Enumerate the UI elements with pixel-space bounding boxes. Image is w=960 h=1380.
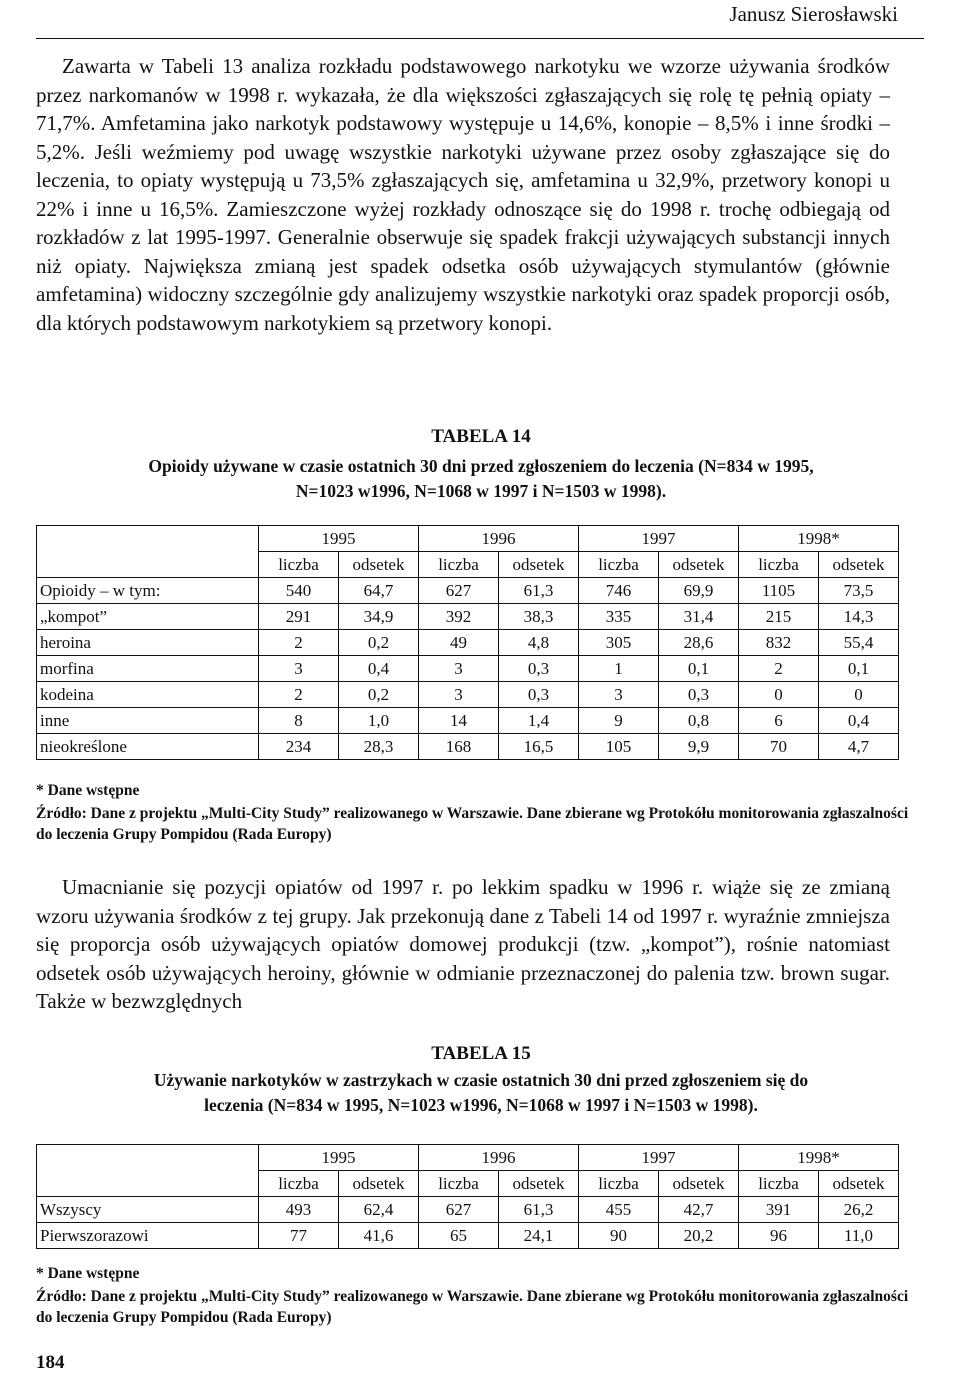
column-header: liczba xyxy=(259,1171,339,1197)
table15-year-1997: 1997 xyxy=(579,1145,739,1171)
table-cell: 69,9 xyxy=(659,578,739,604)
table15-year-row xyxy=(37,1145,899,1171)
table-cell: 0,1 xyxy=(659,656,739,682)
table-cell: 41,6 xyxy=(339,1223,419,1249)
row-label: inne xyxy=(37,708,259,734)
table-cell: 38,3 xyxy=(499,604,579,630)
table-cell: 3 xyxy=(579,682,659,708)
table-cell: 391 xyxy=(739,1197,819,1223)
table-cell: 8 xyxy=(259,708,339,734)
table-cell: 4,7 xyxy=(819,734,899,760)
table-cell: 105 xyxy=(579,734,659,760)
table-row xyxy=(37,734,899,760)
table15-caption-line1: Używanie narkotyków w zastrzykach w czasie ostatnich 30 dni przed zgłoszeniem się do xyxy=(153,1070,809,1090)
running-header-author: Janusz Sierosławski xyxy=(729,2,898,26)
table-cell: 0,2 xyxy=(339,682,419,708)
table-cell: 455 xyxy=(579,1197,659,1223)
table15-title: TABELA 15 xyxy=(431,1043,531,1064)
table-cell: 0,8 xyxy=(659,708,739,734)
table-cell: 3 xyxy=(419,656,499,682)
table-cell: 34,9 xyxy=(339,604,419,630)
row-label: Opioidy – w tym: xyxy=(37,578,259,604)
table14-source: Źródło: Dane z projektu „Multi-City Study” realizowanego w Warszawie. Dane zbierane wg Protokółu monitorowania zgłaszalności do leczenia Grupy Pompidou (Rada Europy) xyxy=(36,805,909,843)
table-cell: 65 xyxy=(419,1223,499,1249)
table-row xyxy=(37,656,899,682)
table14 xyxy=(36,525,899,760)
row-label: nieokreślone xyxy=(37,734,259,760)
table14-year-1998: 1998* xyxy=(739,526,899,552)
table-row xyxy=(37,708,899,734)
table-cell: 26,2 xyxy=(819,1197,899,1223)
table-cell: 493 xyxy=(259,1197,339,1223)
table-cell: 28,6 xyxy=(659,630,739,656)
row-label: Pierwszorazowi xyxy=(37,1223,259,1249)
table15 xyxy=(36,1144,899,1249)
column-header: liczba xyxy=(739,552,819,578)
table-cell: 0,3 xyxy=(659,682,739,708)
table-cell: 2 xyxy=(259,682,339,708)
table-cell: 627 xyxy=(419,1197,499,1223)
table-cell: 31,4 xyxy=(659,604,739,630)
table14-caption-line1: Opioidy używane w czasie ostatnich 30 dni przed zgłoszeniem do leczenia (N=834 w 1995, xyxy=(148,456,814,476)
table-cell: 627 xyxy=(419,578,499,604)
table-cell: 2 xyxy=(259,630,339,656)
table14-body xyxy=(37,578,899,760)
column-header: liczba xyxy=(259,552,339,578)
table-cell: 168 xyxy=(419,734,499,760)
table-cell: 73,5 xyxy=(819,578,899,604)
row-label: morfina xyxy=(37,656,259,682)
table-row xyxy=(37,1197,899,1223)
table-cell: 3 xyxy=(259,656,339,682)
table-cell: 14,3 xyxy=(819,604,899,630)
column-header: odsetek xyxy=(659,552,739,578)
table15-year-1998: 1998* xyxy=(739,1145,899,1171)
row-label: „kompot” xyxy=(37,604,259,630)
page-number: 184 xyxy=(36,1352,65,1373)
table-row xyxy=(37,630,899,656)
table-row xyxy=(37,604,899,630)
row-label: kodeina xyxy=(37,682,259,708)
table-row xyxy=(37,682,899,708)
table-cell: 61,3 xyxy=(499,1197,579,1223)
table15-caption-line2: leczenia (N=834 w 1995, N=1023 w1996, N=1068 w 1997 i N=1503 w 1998). xyxy=(204,1095,758,1115)
table-cell: 9,9 xyxy=(659,734,739,760)
table-cell: 335 xyxy=(579,604,659,630)
table-cell: 4,8 xyxy=(499,630,579,656)
table14-note: * Dane wstępne xyxy=(36,782,140,799)
table-cell: 0,3 xyxy=(499,682,579,708)
table14-year-1996: 1996 xyxy=(419,526,579,552)
table-cell: 64,7 xyxy=(339,578,419,604)
table-cell: 0 xyxy=(819,682,899,708)
table14-caption xyxy=(36,454,926,504)
table-cell: 1 xyxy=(579,656,659,682)
table-cell: 90 xyxy=(579,1223,659,1249)
column-header: odsetek xyxy=(819,1171,899,1197)
table-cell: 28,3 xyxy=(339,734,419,760)
column-header: odsetek xyxy=(339,552,419,578)
table14-year-row xyxy=(37,526,899,552)
column-header: liczba xyxy=(419,1171,499,1197)
table-cell: 96 xyxy=(739,1223,819,1249)
column-header: odsetek xyxy=(339,1171,419,1197)
table-cell: 234 xyxy=(259,734,339,760)
table-cell: 11,0 xyxy=(819,1223,899,1249)
table-cell: 42,7 xyxy=(659,1197,739,1223)
table-cell: 2 xyxy=(739,656,819,682)
header-divider xyxy=(36,38,924,39)
column-header: liczba xyxy=(579,552,659,578)
table-cell: 540 xyxy=(259,578,339,604)
table-cell: 6 xyxy=(739,708,819,734)
column-header: liczba xyxy=(579,1171,659,1197)
table-cell: 16,5 xyxy=(499,734,579,760)
paragraph-2: Umacnianie się pozycji opiatów od 1997 r. po lekkim spadku w 1996 r. wiąże się ze zmianą wzoru używania środków z tej grupy. Jak przekonują dane z Tabeli 14 od 1997 r. wyraźnie zmniejsza się proporcja osób używających opiatów domowej produkcji (tzw. „kompot”), rośnie natomiast odsetek osób używających heroiny, głównie w odmianie przeznaczonej do palenia tzw. brown sugar. Także w bezwzględnych xyxy=(36,875,890,1013)
table14-caption-line2: N=1023 w1996, N=1068 w 1997 i N=1503 w 1998). xyxy=(295,481,667,501)
table15-source: Źródło: Dane z projektu „Multi-City Study” realizowanego w Warszawie. Dane zbierane wg Protokółu monitorowania zgłaszalności do leczenia Grupy Pompidou (Rada Europy) xyxy=(36,1288,909,1326)
table14-corner-cell xyxy=(37,526,259,578)
table-cell: 0,4 xyxy=(819,708,899,734)
table-cell: 746 xyxy=(579,578,659,604)
table14-year-1995: 1995 xyxy=(259,526,419,552)
table-cell: 1105 xyxy=(739,578,819,604)
table-cell: 305 xyxy=(579,630,659,656)
table15-year-1995: 1995 xyxy=(259,1145,419,1171)
table-cell: 62,4 xyxy=(339,1197,419,1223)
table15-note: * Dane wstępne xyxy=(36,1265,140,1282)
table-cell: 14 xyxy=(419,708,499,734)
table-row xyxy=(37,1223,899,1249)
table-cell: 9 xyxy=(579,708,659,734)
paragraph-1: Zawarta w Tabeli 13 analiza rozkładu podstawowego narkotyku we wzorze używania środków przez narkomanów w 1998 r. wykazała, że dla większości zgłaszających się rolę tę pełnią opiaty – 71,7%. Amfetamina jako narkotyk podstawowy występuje u 14,6%, konopie – 8,5% i inne środki – 5,2%. Jeśli weźmiemy pod uwagę wszystkie narkotyki używane przez osoby zgłaszające się do leczenia, to opiaty występują u 73,5% zgłaszających się, amfetamina u 32,9%, przetwory konopi u 22% i inne u 16,5%. Zamieszczone wyżej rozkłady odnoszące się do 1998 r. trochę odbiegają od rozkładów z lat 1995-1997. Generalnie obserwuje się spadek frakcji używających substancji innych niż opiaty. Największa zmianą jest spadek odsetka osób używających stymulantów (głównie amfetamina) widoczny szczególnie gdy analizujemy wszystkie narkotyki oraz spadek proporcji osób, dla których podstawowym narkotykiem są przetwory konopi. xyxy=(36,54,890,335)
table-cell: 392 xyxy=(419,604,499,630)
table-cell: 0 xyxy=(739,682,819,708)
table-cell: 3 xyxy=(419,682,499,708)
table-row xyxy=(37,578,899,604)
table15-year-1996: 1996 xyxy=(419,1145,579,1171)
table-cell: 24,1 xyxy=(499,1223,579,1249)
table-cell: 61,3 xyxy=(499,578,579,604)
row-label: Wszyscy xyxy=(37,1197,259,1223)
table-cell: 832 xyxy=(739,630,819,656)
column-header: liczba xyxy=(419,552,499,578)
table15-body xyxy=(37,1197,899,1249)
column-header: liczba xyxy=(739,1171,819,1197)
table-cell: 70 xyxy=(739,734,819,760)
table-cell: 1,4 xyxy=(499,708,579,734)
table14-year-1997: 1997 xyxy=(579,526,739,552)
table-cell: 1,0 xyxy=(339,708,419,734)
column-header: odsetek xyxy=(659,1171,739,1197)
column-header: odsetek xyxy=(499,1171,579,1197)
table-cell: 0,1 xyxy=(819,656,899,682)
table-cell: 77 xyxy=(259,1223,339,1249)
table-cell: 20,2 xyxy=(659,1223,739,1249)
table-cell: 0,2 xyxy=(339,630,419,656)
column-header: odsetek xyxy=(819,552,899,578)
column-header: odsetek xyxy=(499,552,579,578)
table-cell: 0,3 xyxy=(499,656,579,682)
table-cell: 55,4 xyxy=(819,630,899,656)
table14-title: TABELA 14 xyxy=(431,426,531,447)
table15-caption xyxy=(36,1068,926,1118)
table15-corner-cell xyxy=(37,1145,259,1197)
table-cell: 0,4 xyxy=(339,656,419,682)
table-cell: 49 xyxy=(419,630,499,656)
table-cell: 215 xyxy=(739,604,819,630)
table-cell: 291 xyxy=(259,604,339,630)
row-label: heroina xyxy=(37,630,259,656)
